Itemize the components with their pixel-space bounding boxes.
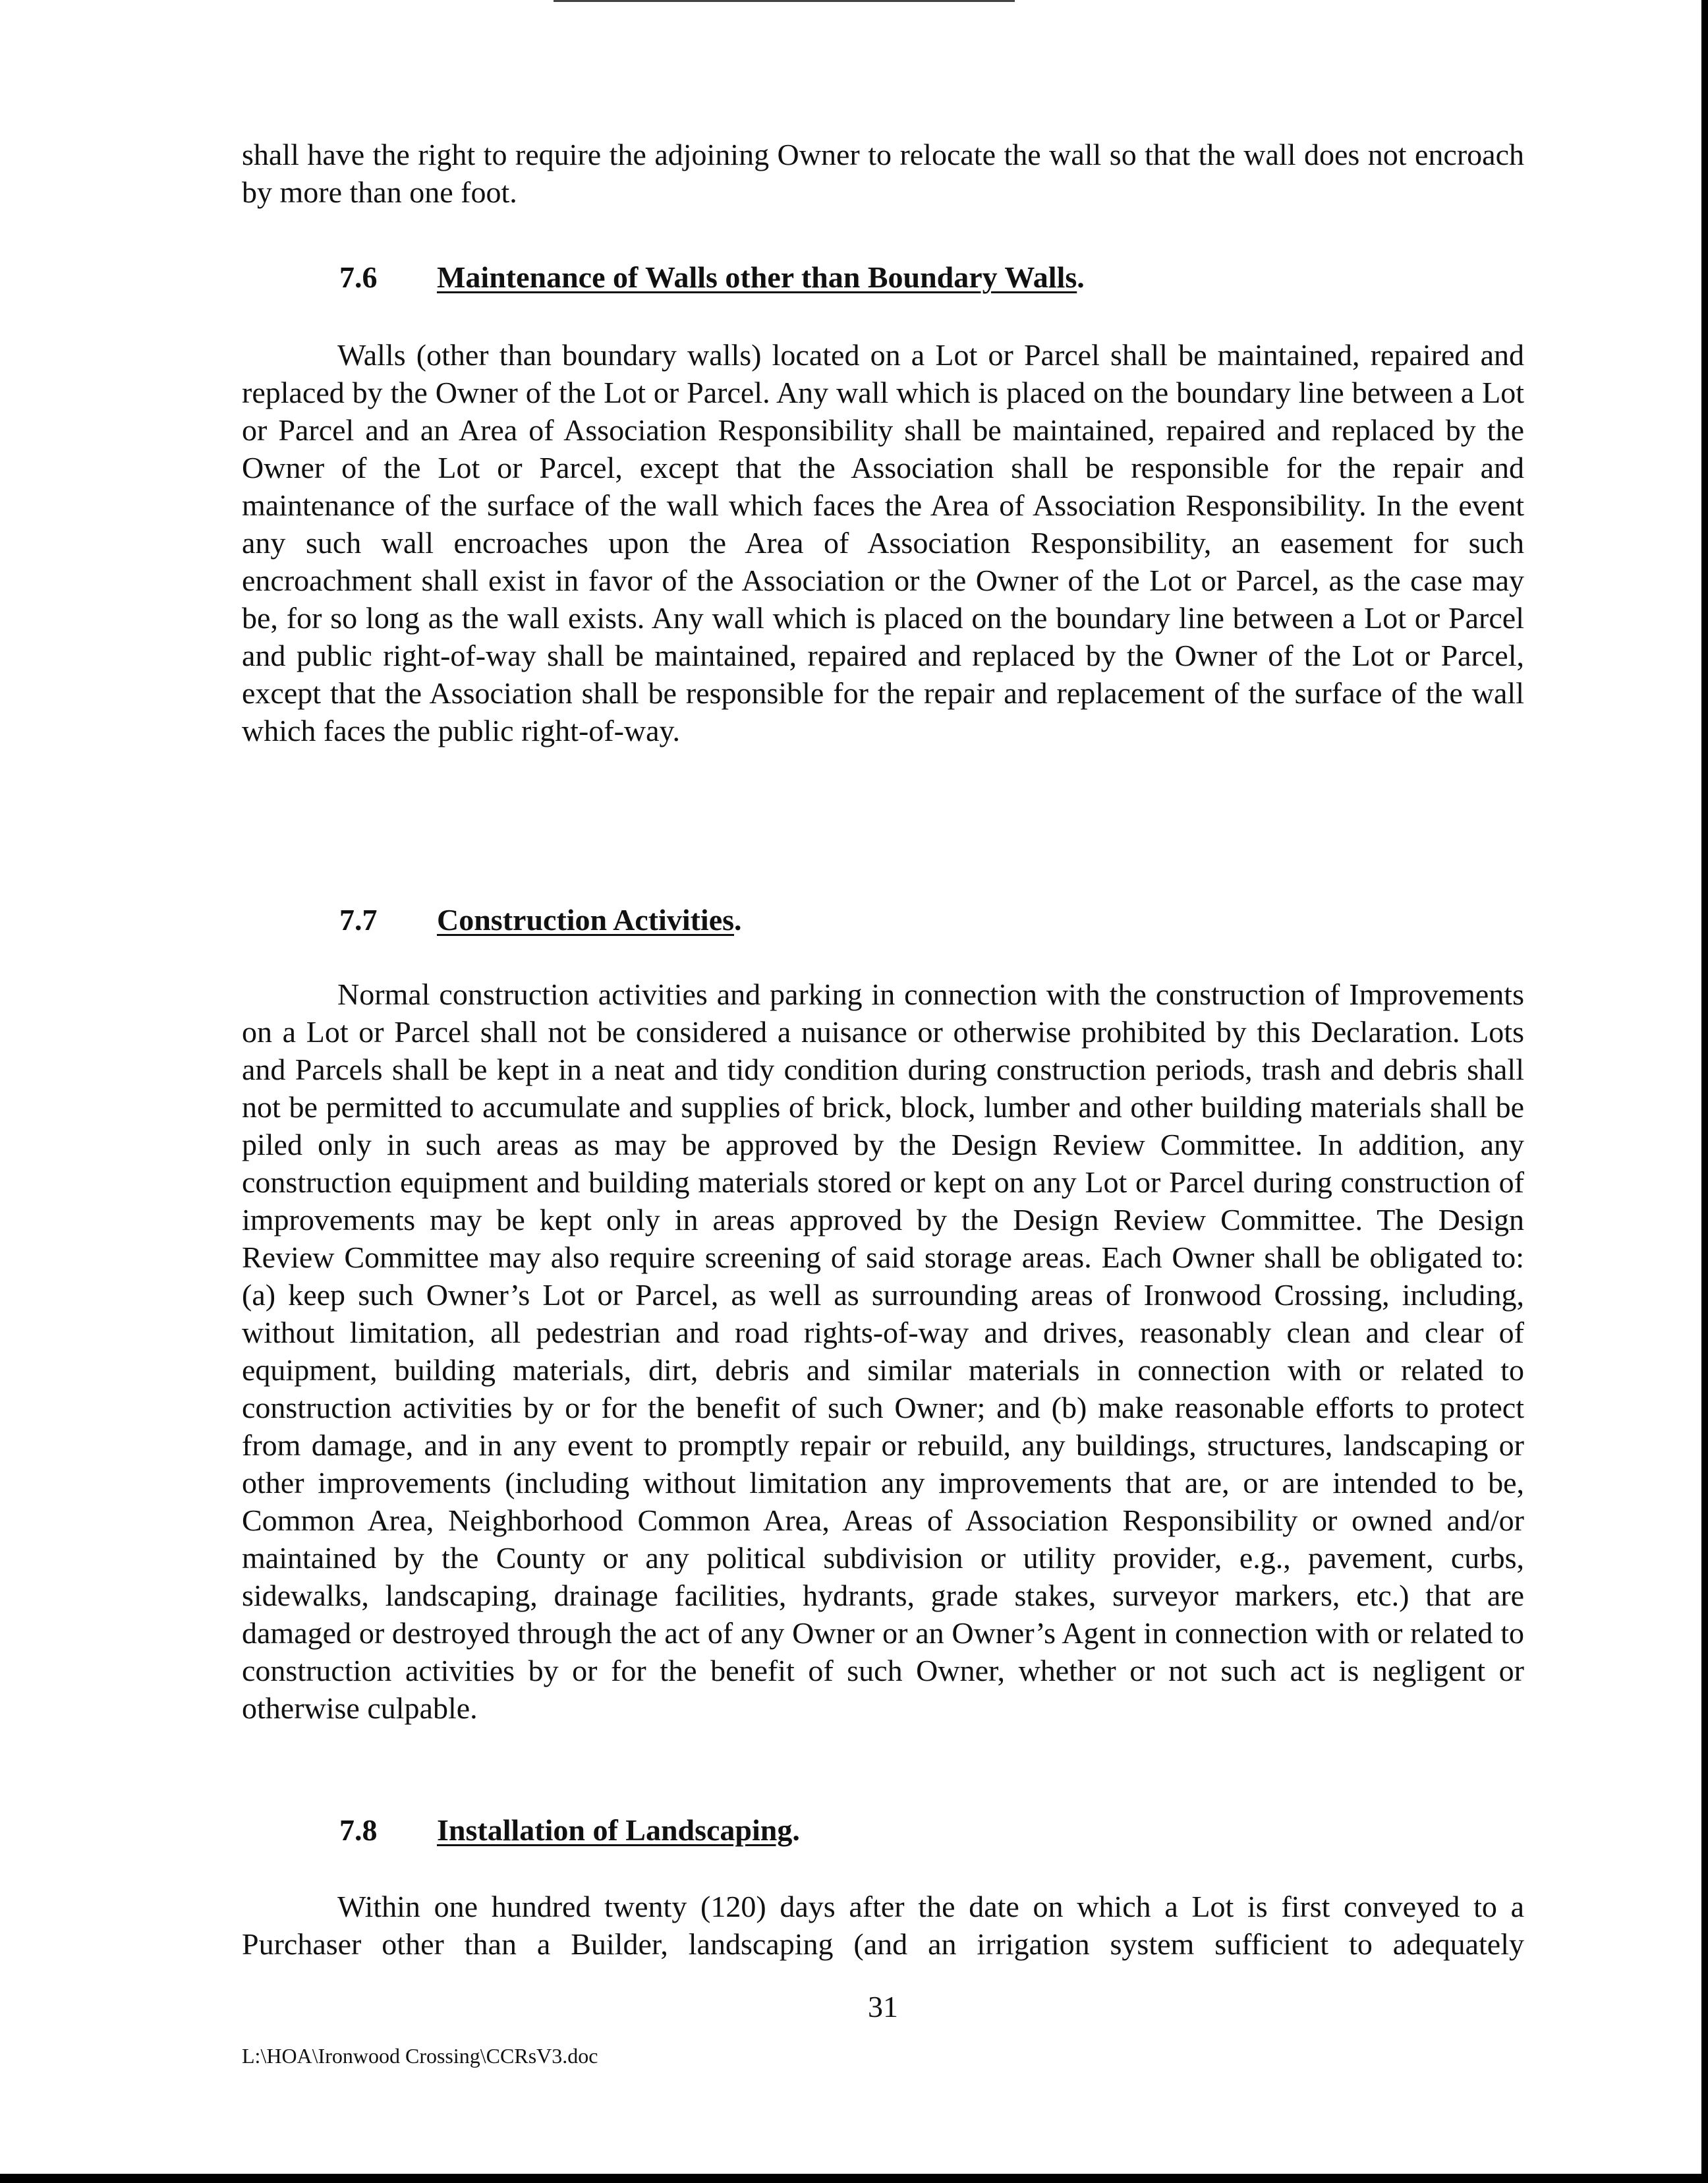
section-number: 7.6 xyxy=(339,260,378,294)
section-body-7-8: Within one hundred twenty (120) days after the date on which a Lot is first conveyed to a Purchaser other than a Builder, landscaping (and an irrigation system sufficient to adequately xyxy=(242,1890,1524,1961)
section-heading-7-8: 7.8 Installation of Landscaping. xyxy=(339,1811,800,1849)
scan-edge-bottom xyxy=(0,2174,1708,2183)
section-title: Construction Activities xyxy=(437,903,735,937)
section-title: Installation of Landscaping xyxy=(437,1813,793,1847)
page-number: 31 xyxy=(868,1990,898,2023)
footer-file-path: L:\HOA\Ironwood Crossing\CCRsV3.doc xyxy=(242,2044,598,2068)
section-number: 7.7 xyxy=(339,903,378,937)
section-title: Maintenance of Walls other than Boundary Walls xyxy=(437,260,1077,294)
top-rule xyxy=(554,0,1015,2)
section-heading-7-7: 7.7 Construction Activities. xyxy=(339,901,742,939)
continuation-paragraph: shall have the right to require the adjoining Owner to relocate the wall so that the wall does not encroach by more than one foot. xyxy=(242,138,1524,209)
scan-edge-right xyxy=(1701,0,1708,2183)
section-heading-7-6: 7.6 Maintenance of Walls other than Boundary Walls. xyxy=(339,258,1085,296)
section-body-7-7: Normal construction activities and parking in connection with the construction of Improvements on a Lot or Parcel shall not be considered a nuisance or otherwise prohibited by this Declaration. Lots and Parcels shall be kept in a neat and tidy condition during construction periods, trash and debris shall not be permitted to accumulate and supplies of brick, block, lumber and other building materials shall be piled only in such areas as may be approved by the Design Review Committee. In addition, any construction equipment and building materials stored or kept on any Lot or Parcel during construction of improvements may be kept only in areas approved by the Design Review Committee. The Design Review Committee may also require screening of said storage areas. Each Owner shall be obligated to: (a) keep such Owner’s Lot or Parcel, as well as surrounding areas of Ironwood Crossing, including, without limitation, all pedestrian and road rights-of-way and drives, reasonably clean and clear of equipment, building materials, dirt, debris and similar materials in connection with or related to construction activities by or for the benefit of such Owner; and (b) make reasonable efforts to protect from damage, and in any event to promptly repair or rebuild, any buildings, structures, landscaping or other improvements (including without limitation any improvements that are, or are intended to be, Common Area, Neighborhood Common Area, Areas of Association Responsibility or owned and/or maintained by the County or any political subdivision or utility provider, e.g., pavement, curbs, sidewalks, landscaping, drainage facilities, hydrants, grade stakes, surveyor markers, etc.) that are damaged or destroyed through the act of any Owner or an Owner’s Agent in connection with or related to construction activities by or for the benefit of such Owner, whether or not such act is negligent or otherwise culpable. xyxy=(242,977,1524,1725)
section-body-7-6: Walls (other than boundary walls) located on a Lot or Parcel shall be maintained, repaired and replaced by the Owner of the Lot or Parcel. Any wall which is placed on the boundary line between a Lot or Parcel and an Area of Association Responsibility shall be maintained, repaired and replaced by the Owner of the Lot or Parcel, except that the Association shall be responsible for the repair and maintenance of the surface of the wall which faces the Area of Association Responsibility. In the event any such wall encroaches upon the Area of Association Responsibility, an easement for such encroachment shall exist in favor of the Association or the Owner of the Lot or Parcel, as the case may be, for so long as the wall exists. Any wall which is placed on the boundary line between a Lot or Parcel and public right-of-way shall be maintained, repaired and replaced by the Owner of the Lot or Parcel, except that the Association shall be responsible for the repair and replacement of the surface of the wall which faces the public right-of-way. xyxy=(242,338,1524,747)
section-number: 7.8 xyxy=(339,1813,378,1847)
